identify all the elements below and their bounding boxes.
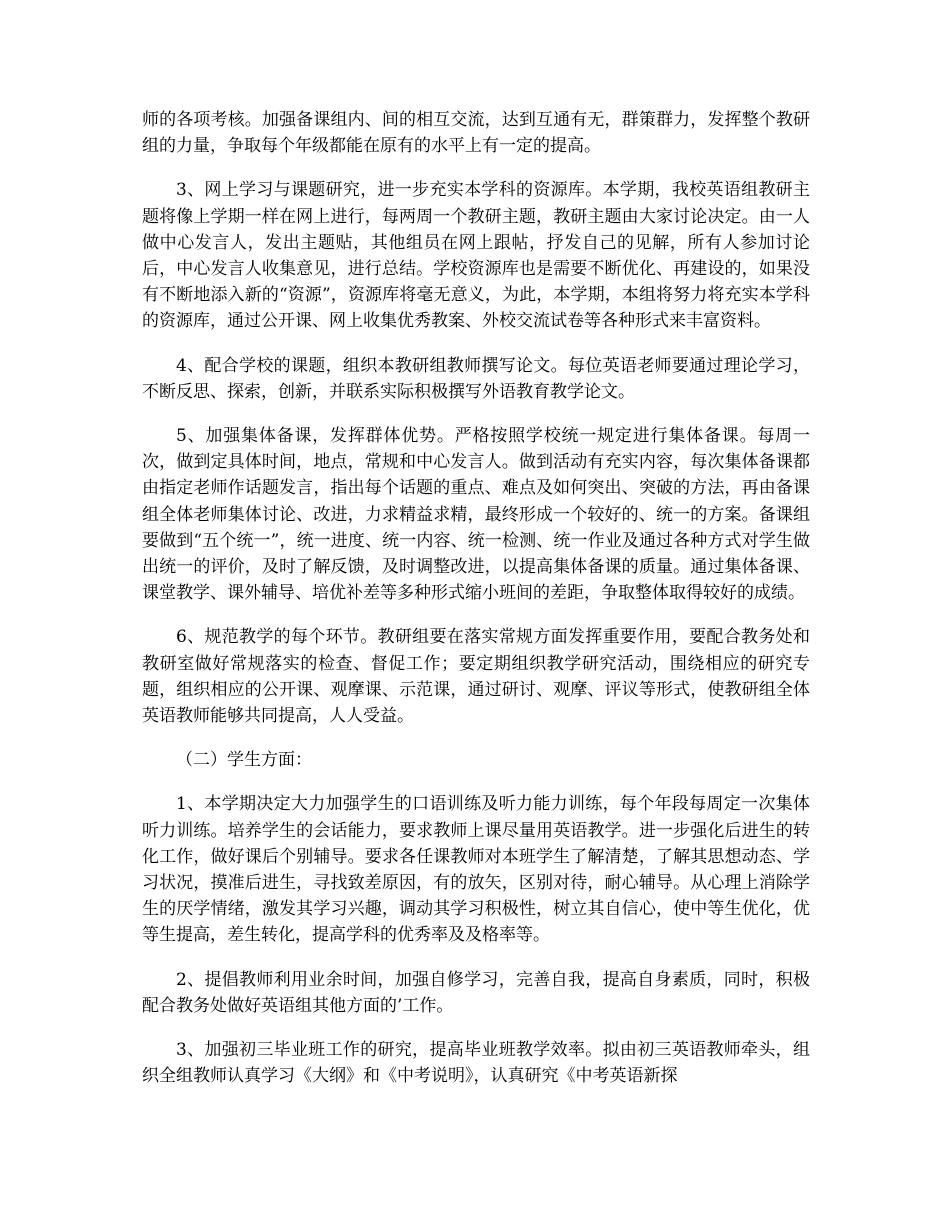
paragraph-student-item-2: 2、提倡教师利用业余时间，加强自修学习，完善自我，提高自身素质，同时，积极配合教务处做好英语组其他方面的’工作。 [142, 969, 810, 1016]
paragraph-student-item-1: 1、本学期决定大力加强学生的口语训练及听力能力训练，每个年段每周定一次集体听力训练。培养学生的会话能力，要求教师上课尽量用英语教学。进一步强化后进生的转化工作，做好课后个别辅导。要求各任课教师对本班学生了解清楚，了解其思想动态、学习状况，摸准后进生，寻找致差原因，有的放矢，区别对待，耐心辅导。从心理上消除学生的厌学情绪，激发其学习兴趣，调动其学习积极性，树立其自信心，使中等生优化，优等生提高，差生转化，提高学科的优秀率及及格率等。 [142, 794, 810, 946]
paragraph-item-6-teaching-standards: 6、规范教学的每个环节。教研组要在落实常规方面发挥重要作用，要配合教务处和教研室做好常规落实的检查、督促工作；要定期组织教学研究活动，围绕相应的研究专题，组织相应的公开课、观摩课、示范课，通过研讨、观摩、评议等形式，使教研组全体英语教师能够共同提高，人人受益。 [142, 627, 810, 727]
paragraph-continued: 师的各项考核。加强备课组内、间的相互交流，达到互通有无，群策群力，发挥整个教研组的力量，争取每个年级都能在原有的水平上有一定的提高。 [142, 110, 810, 157]
section-heading-students: （二）学生方面： [176, 750, 312, 771]
paragraph-item-3-online-learning: 3、网上学习与课题研究，进一步充实本学科的资源库。本学期，我校英语组教研主题将像上学期一样在网上进行，每两周一个教研主题，教研主题由大家讨论决定。由一人做中心发言人，发出主题贴，其他组员在网上跟帖，抒发自己的见解，所有人参加讨论后，中心发言人收集意见，进行总结。学校资源库也是需要不断优化、再建设的，如果没有不断地添入新的“资源”，资源库将毫无意义，为此，本学期，本组将努力将充实本学科的资源库，通过公开课、网上收集优秀教案、外校交流试卷等各种形式来丰富资料。 [142, 180, 810, 332]
paragraph-student-item-3: 3、加强初三毕业班工作的研究，提高毕业班教学效率。拟由初三英语教师牵头，组织全组教师认真学习《大纲》和《中考说明》，认真研究《中考英语新探 [142, 1040, 810, 1087]
paragraph-item-5-collective-prep: 5、加强集体备课，发挥群体优势。严格按照学校统一规定进行集体备课。每周一次，做到定具体时间，地点，常规和中心发言人。做到活动有充实内容，每次集体备课都由指定老师作话题发言，指出每个话题的重点、难点及如何突出、突破的方法，再由备课组全体老师集体讨论、改进，力求精益求精，最终形成一个较好的、统一的方案。备课组要做到“五个统一”，统一进度、统一内容、统一检测、统一作业及通过各种方式对学生做出统一的评价，及时了解反馈，及时调整改进，以提高集体备课的质量。通过集体备课、课堂教学、课外辅导、培优补差等多种形式缩小班间的差距，争取整体取得较好的成绩。 [142, 426, 810, 604]
paragraph-item-4-papers: 4、配合学校的课题，组织本教研组教师撰写论文。每位英语老师要通过理论学习，不断反思、探索，创新，并联系实际积极撰写外语教育教学论文。 [142, 355, 810, 402]
document-page [142, 107, 810, 1108]
